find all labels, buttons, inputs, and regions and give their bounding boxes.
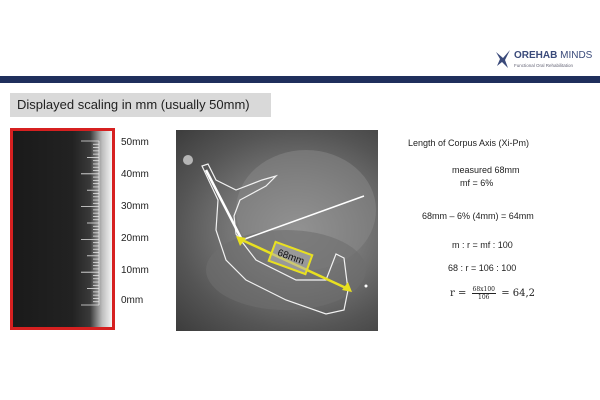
formula-denominator: 106 xyxy=(478,294,490,301)
header-divider xyxy=(0,76,600,83)
cursor-icon xyxy=(365,285,368,288)
mf-value: mf = 6% xyxy=(460,178,494,188)
scale-label-50: 50mm xyxy=(121,137,149,148)
scale-label-20: 20mm xyxy=(121,233,149,244)
cephalometric-xray xyxy=(176,130,378,331)
formula-numerator: 68x100 xyxy=(472,286,496,293)
scale-label-30: 30mm xyxy=(121,201,149,212)
formula-fraction xyxy=(472,286,496,301)
ruler-ticks xyxy=(13,131,112,327)
subtraction-equation: 68mm – 6% (4mm) = 64mm xyxy=(422,211,534,221)
ratio-equation: m : r = mf : 100 xyxy=(452,240,513,250)
heading-box xyxy=(10,93,271,117)
page-title: Displayed scaling in mm (usually 50mm) xyxy=(17,97,250,112)
xray-overlay xyxy=(176,130,378,331)
corpus-axis-title: Length of Corpus Axis (Xi-Pm) xyxy=(408,138,530,148)
formula-rhs: = 64,2 xyxy=(501,288,536,299)
ratio-values-equation: 68 : r = 106 : 100 xyxy=(448,263,517,273)
result-formula xyxy=(450,286,535,301)
brand-name-bold: OREHAB xyxy=(514,50,558,61)
bird-logo-icon xyxy=(494,48,512,70)
measurement-label: 68mm xyxy=(267,241,313,276)
brand-logo xyxy=(494,48,594,78)
scale-label-0: 0mm xyxy=(121,295,144,306)
brand-tagline: Functional Oral Rehabilitation xyxy=(514,63,574,68)
brand-name-rest: MINDS xyxy=(557,50,593,61)
measured-value: measured 68mm xyxy=(452,165,520,175)
brand-name xyxy=(514,50,592,61)
scale-label-40: 40mm xyxy=(121,169,149,180)
formula-lhs: r = xyxy=(450,288,467,299)
scale-label-10: 10mm xyxy=(121,265,149,276)
ruler-image xyxy=(10,128,115,330)
